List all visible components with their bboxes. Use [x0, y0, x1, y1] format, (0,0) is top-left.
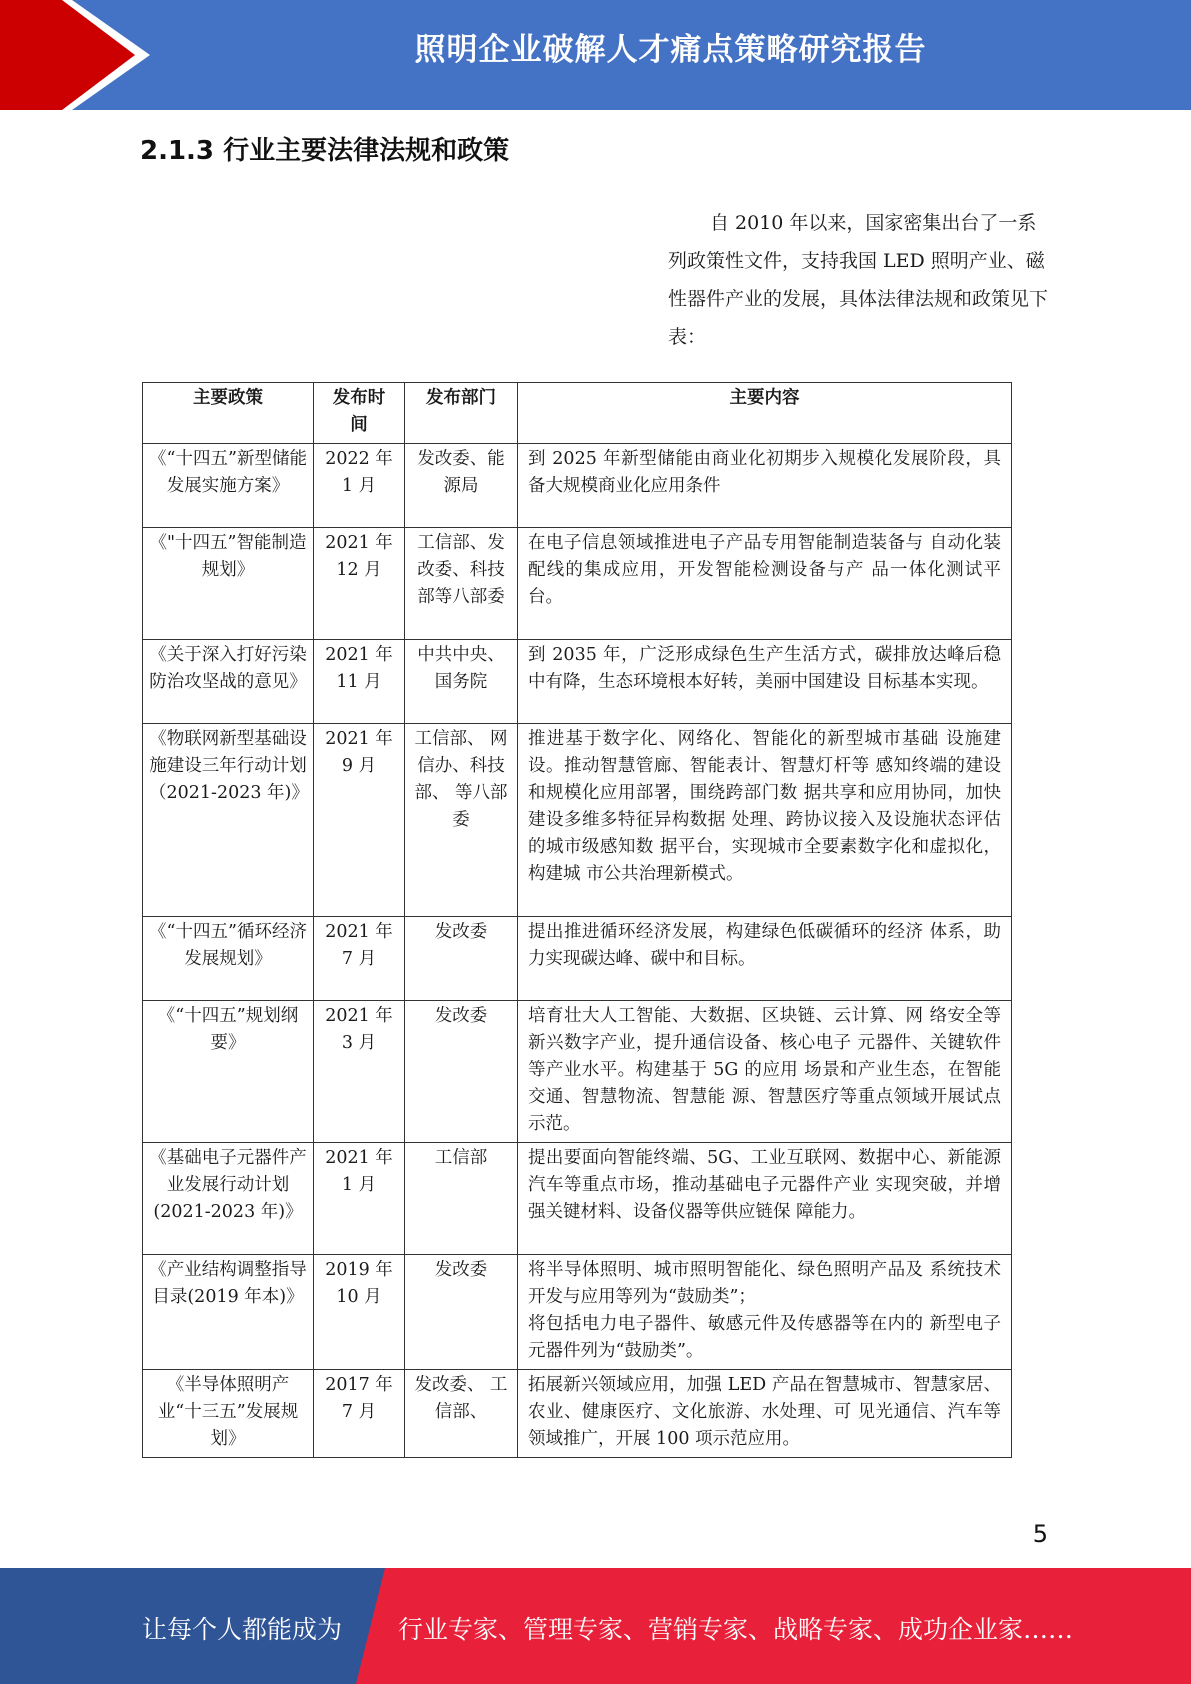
- policy-dept: 工信部: [405, 1143, 518, 1255]
- policy-content: 将半导体照明、城市照明智能化、绿色照明产品及 系统技术开发与应用等列为“鼓励类”； 将包括电力电子器件、敏感元件及传感器等在内的 新型电子元器件列为“鼓励类”。: [518, 1255, 1012, 1370]
- table-row: [143, 1370, 1012, 1458]
- policy-content: 培育壮大人工智能、大数据、区块链、云计算、网 络安全等新兴数字产业，提升通信设备、核心电子 元器件、关键软件等产业水平。构建基于 5G 的应用 场景和产业生态，在智能交通、智慧物流、智慧能 源、智慧医疗等重点领域开展试点示范。: [518, 1001, 1012, 1143]
- policy-name: 《关于深入打好污染防治攻坚战的意见》: [143, 640, 314, 724]
- policy-content: 提出推进循环经济发展，构建绿色低碳循环的经济 体系，助力实现碳达峰、碳中和目标。: [518, 917, 1012, 1001]
- policy-time: 2021 年 7 月: [314, 917, 405, 1001]
- policy-content: 在电子信息领域推进电子产品专用智能制造装备与 自动化装配线的集成应用，开发智能检测设备与产 品一体化测试平台。: [518, 528, 1012, 640]
- policy-dept: 中共中央、国务院: [405, 640, 518, 724]
- policy-time: 2021 年 3 月: [314, 1001, 405, 1143]
- table-row: [143, 1143, 1012, 1255]
- policy-name: 《"十四五”智能制造规划》: [143, 528, 314, 640]
- header-title: 照明企业破解人才痛点策略研究报告: [414, 32, 927, 68]
- policy-content: 到 2025 年新型储能由商业化初期步入规模化发展阶段，具备大规模商业化应用条件: [518, 444, 1012, 528]
- policy-time: 2021 年 9 月: [314, 724, 405, 917]
- policy-dept: 发改委、 工信部、: [405, 1370, 518, 1458]
- header-time: 发布时间: [314, 383, 405, 444]
- policy-name: 《物联网新型基础设施建设三年行动计划（2021-2023 年)》: [143, 724, 314, 917]
- policy-table: [142, 382, 1012, 1458]
- policy-content: 到 2035 年，广泛形成绿色生产生活方式，碳排放达峰后稳中有降，生态环境根本好转，美丽中国建设 目标基本实现。: [518, 640, 1012, 724]
- section-heading: 2.1.3 行业主要法律法规和政策: [140, 136, 510, 166]
- table-row: [143, 724, 1012, 917]
- table-row: [143, 528, 1012, 640]
- policy-content: 推进基于数字化、网络化、智能化的新型城市基础 设施建设。推动智慧管廊、智能表计、智慧灯杆等 感知终端的建设和规模化应用部署，围绕跨部门数 据共享和应用协同，加快建设多维多特征异构数据 处理、跨协议接入及设施状态评估的城市级感知数 据平台，实现城市全要素数字化和虚拟化，构建城 市公共治理新模式。: [518, 724, 1012, 917]
- policy-time: 2021 年 1 月: [314, 1143, 405, 1255]
- chevron-logo-icon: [0, 0, 150, 110]
- table-row: [143, 1255, 1012, 1370]
- footer-slogan-left: 让每个人都能成为: [142, 1615, 343, 1644]
- policy-time: 2022 年 1 月: [314, 444, 405, 528]
- policy-time: 2021 年 11 月: [314, 640, 405, 724]
- policy-dept: 工信部、 网信办、科技部、 等八部委: [405, 724, 518, 917]
- header-content: 主要内容: [518, 383, 1012, 444]
- header-policy: 主要政策: [143, 383, 314, 444]
- page-number: 5: [1032, 1520, 1048, 1548]
- policy-time: 2021 年 12 月: [314, 528, 405, 640]
- policy-name: 《基础电子元器件产业发展行动计划(2021-2023 年)》: [143, 1143, 314, 1255]
- policy-content: 拓展新兴领域应用，加强 LED 产品在智慧城市、智慧家居、农业、健康医疗、文化旅游、水处理、可 见光通信、汽车等领域推广，开展 100 项示范应用。: [518, 1370, 1012, 1458]
- policy-dept: 发改委: [405, 1001, 518, 1143]
- policy-time: 2019 年 10 月: [314, 1255, 405, 1370]
- table-row: [143, 444, 1012, 528]
- policy-time: 2017 年 7 月: [314, 1370, 405, 1458]
- policy-name: 《产业结构调整指导目录(2019 年本)》: [143, 1255, 314, 1370]
- table-row: [143, 640, 1012, 724]
- policy-name: 《半导体照明产业“十三五”发展规划》: [143, 1370, 314, 1458]
- table-header-row: [143, 383, 1012, 444]
- table-row: [143, 1001, 1012, 1143]
- policy-name: 《“十四五”规划纲要》: [143, 1001, 314, 1143]
- policy-name: 《“十四五”新型储能发展实施方案》: [143, 444, 314, 528]
- footer-slogan-right: 行业专家、管理专家、营销专家、战略专家、成功企业家……: [398, 1615, 1074, 1644]
- policy-name: 《“十四五”循环经济发展规划》: [143, 917, 314, 1001]
- policy-dept: 发改委: [405, 917, 518, 1001]
- intro-paragraph: 自 2010 年以来，国家密集出台了一系列政策性文件，支持我国 LED 照明产业、磁性器件产业的发展，具体法律法规和政策见下表：: [668, 212, 1049, 348]
- header-dept: 发布部门: [405, 383, 518, 444]
- table-row: [143, 917, 1012, 1001]
- page-header: [0, 0, 1191, 110]
- policy-content: 提出要面向智能终端、5G、工业互联网、数据中心、新能源汽车等重点市场，推动基础电子元器件产业 实现突破，并增强关键材料、设备仪器等供应链保 障能力。: [518, 1143, 1012, 1255]
- policy-dept: 发改委: [405, 1255, 518, 1370]
- policy-dept: 工信部、发改委、科技部等八部委: [405, 528, 518, 640]
- policy-dept: 发改委、能源局: [405, 444, 518, 528]
